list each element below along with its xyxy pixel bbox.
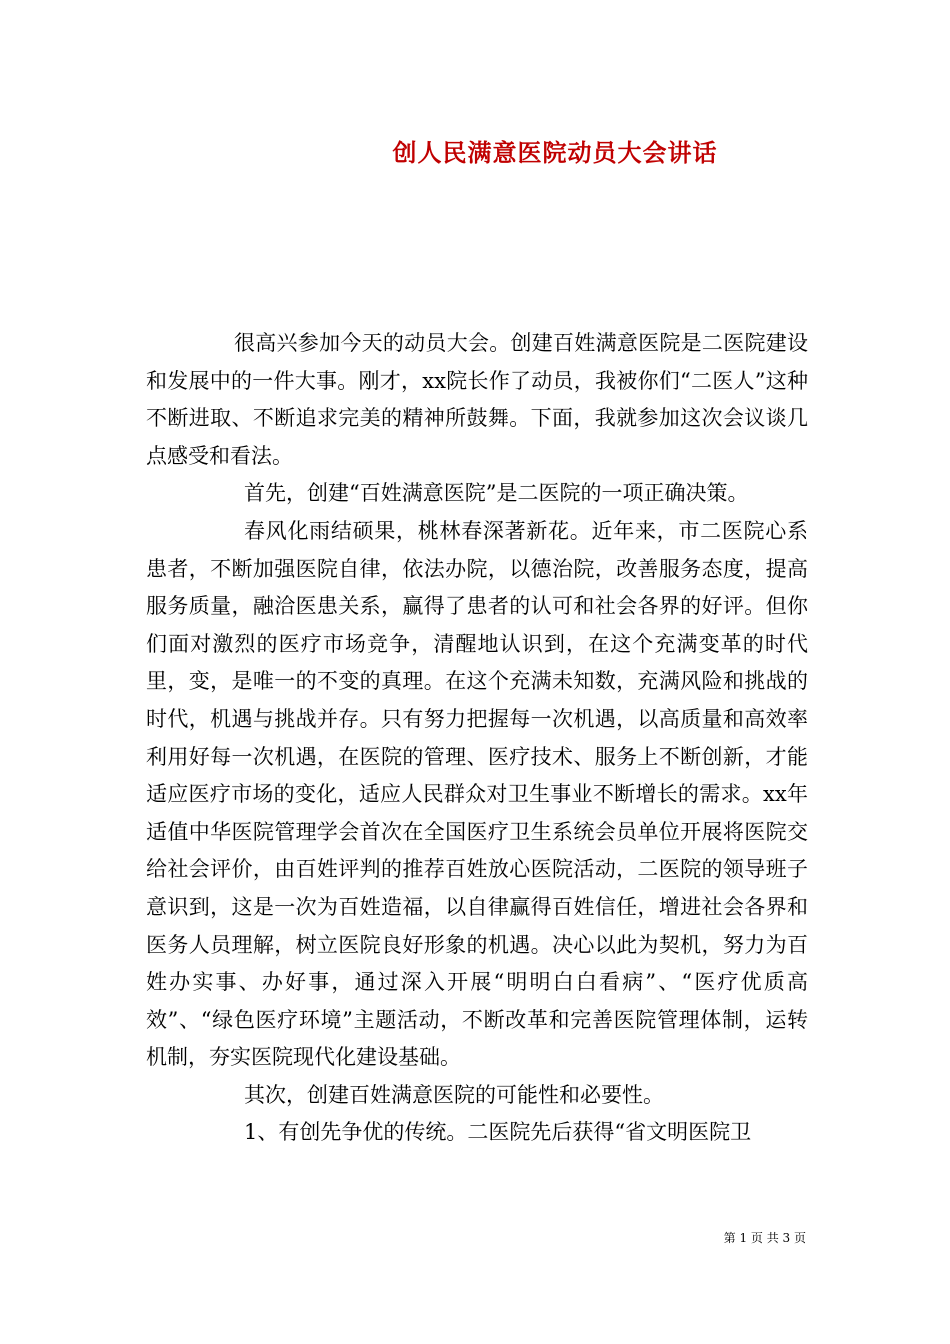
paragraph-first-point: 首先，创建“百姓满意医院”是二医院的一项正确决策。 xyxy=(244,481,749,506)
paragraph-tradition: 1、有创先争优的传统。二医院先后获得“省文明医院卫 xyxy=(244,1120,752,1145)
paragraph-first-point-detail: 春风化雨结硕果，桃林春深著新花。近年来，市二医院心系患者，不断加强医院自律，依法办院，以德治院，改善服务态度，提高服务质量，融洽医患关系，赢得了患者的认可和社会各界的好评。但你们面对激烈的医疗市场竞争，清醒地认识到，在这个充满变革的时代里，变，是唯一的不变的真理。在这个充满未知数，充满风险和挑战的时代，机遇与挑战并存。只有努力把握每一次机遇，以高质量和高效率利用好每一次机遇，在医院的管理、医疗技术、服务上不断创新，才能适应医疗市场的变化，适应人民群众对卫生事业不断增长的需求。xx年适值中华医院管理学会首次在全国医疗卫生系统会员单位开展将医院交给社会评价，由百姓评判的推荐百姓放心医院活动，二医院的领导班子意识到，这是一次为百姓造福，以自律赢得百姓信任，增进社会各界和医务人员理解，树立医院良好形象的机遇。决心以此为契机，努力为百姓办实事、办好事，通过深入开展“明明白白看病”、“医疗优质高效”、“绿色医疗环境”主题活动，不断改革和完善医院管理体制，运转机制，夯实医院现代化建设基础。 xyxy=(146,518,808,1070)
paragraph-intro: 很高兴参加今天的动员大会。创建百姓满意医院是二医院建设和发展中的一件大事。刚才，xx院长作了动员，我被你们“二医人”这种不断进取、不断追求完美的精神所鼓舞。下面，我就参加这次会议谈几点感受和看法。 xyxy=(146,331,808,468)
document-title: 创人民满意医院动员大会讲话 xyxy=(392,138,718,167)
document-body xyxy=(146,325,808,1152)
page-number: 第 1 页 共 3 页 xyxy=(723,1231,806,1245)
paragraph-second-point: 其次，创建百姓满意医院的可能性和必要性。 xyxy=(244,1082,664,1107)
